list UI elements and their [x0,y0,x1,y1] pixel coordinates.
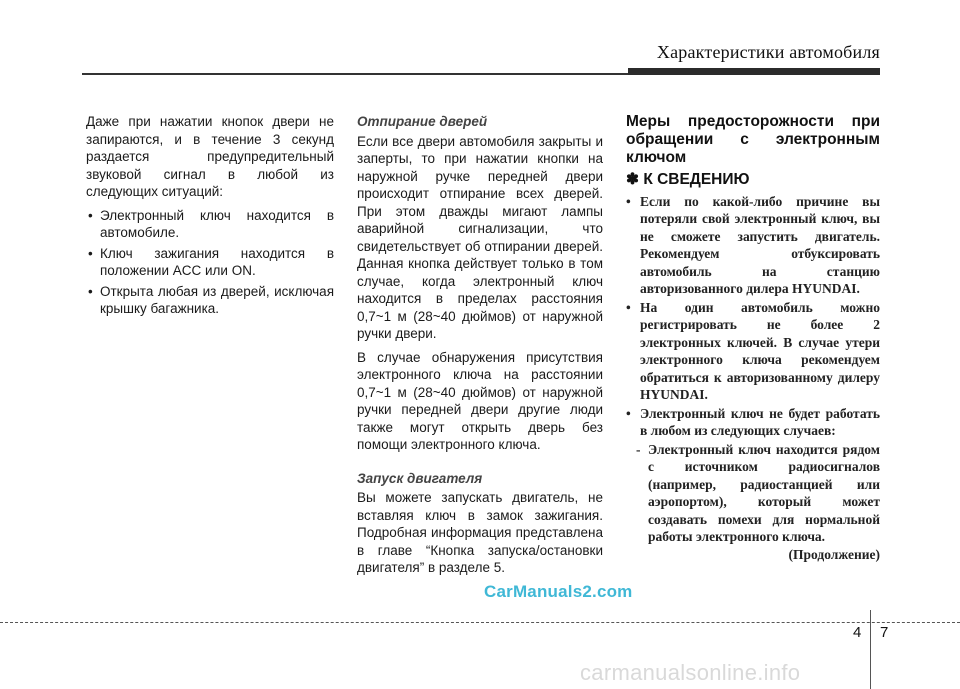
list-item: • Если по какой-либо причине вы потеряли свой электронный ключ, вы не сможете запустить двигатель. Рекомендуем отбуксировать автомобиль на станцию авторизованного дилера HYUNDAI. [626,193,880,298]
dash-item-text: Электронный ключ находится рядом с источником радиосигналов (например, радиостанцией или аэропортом), который может создавать помехи для нормальной работы электронного ключа. [648,441,880,544]
footer-rule [0,622,960,623]
header-rule-accent [628,68,880,75]
section-title: Меры предосторожности при обращении с электронным ключом [626,113,880,166]
page-number-divider [870,610,871,689]
asterisk-icon: ✽ [626,171,639,188]
note-list [626,193,880,440]
unlock-heading: Отпирание дверей [357,114,488,129]
column-left [86,113,334,321]
condition-list [86,207,334,318]
start-heading: Запуск двигателя [357,470,483,486]
list-item: • Ключ зажигания находится в положении ACC или ON. [86,245,334,280]
dash-item [626,441,880,546]
dash-mark: - [636,441,641,457]
note-title: К СВЕДЕНИЮ [643,171,750,188]
list-item: • На один автомобиль можно регистрировать не более 2 электронных ключей. В случае утери электронного ключа рекомендуем обратиться к авторизованному дилеру HYUNDAI. [626,299,880,404]
unlock-paragraph-1: Если все двери автомобиля закрыты и заперты, то при нажатии кнопки на наружной ручке передней двери происходит отпирание всех дверей. При этом дважды мигают лампы аварийной сигнализации, что свидетельствует об отпирании дверей. Данная кнопка действует только в том случае, когда электронный ключ находится в пределах расстояния 0,7~1 м (28~40 дюймов) от наружной ручки двери. [357,133,603,341]
unlock-paragraph-2: В случае обнаружения присутствия электронного ключа на расстоянии 0,7~1 м (28~40 дюймов) от наружной ручки передней двери другие люди также могут открыть дверь без помощи электронного ключа. [357,349,603,452]
note-heading [626,171,880,189]
intro-paragraph: Даже при нажатии кнопок двери не запираются, и в течение 3 секунд раздается предупредительный звуковой сигнал в любой из следующих ситуаций: [86,114,334,199]
watermark-text: carmanualsonline.info [580,660,801,685]
column-right [626,113,880,563]
column-middle [357,113,603,583]
page-number: 7 [880,624,889,641]
continued-label: (Продолжение) [788,546,880,562]
watermark-link[interactable]: CarManuals2.com [484,582,633,601]
start-paragraph: Вы можете запускать двигатель, не вставляя ключ в замок зажигания. Подробная информация представлена в главе “Кнопка запуска/остановки двигателя” в разделе 5. [357,490,603,575]
list-item: • Открыта любая из дверей, исключая крышку багажника. [86,283,334,318]
chapter-number: 4 [853,624,862,641]
list-item: • Электронный ключ не будет работать в любом из следующих случаев: [626,405,880,440]
page-header-title: Характеристики автомобиля [656,42,880,62]
note-body [626,193,880,564]
list-item: • Электронный ключ находится в автомобиле. [86,207,334,242]
header-rule [82,73,628,75]
